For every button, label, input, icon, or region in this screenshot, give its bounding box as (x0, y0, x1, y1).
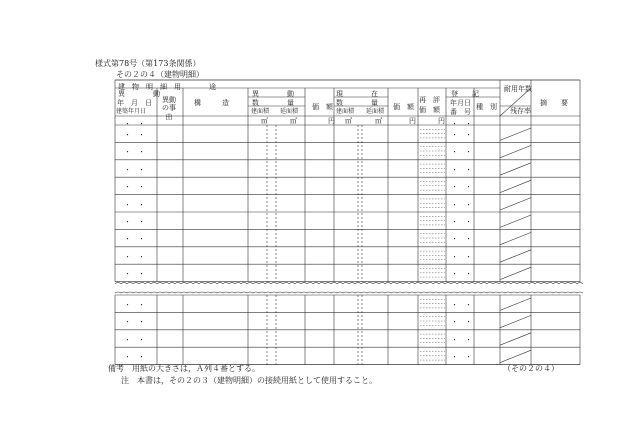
toki-dots: ・ ・ (451, 165, 472, 174)
grid-diagonal (500, 267, 531, 279)
grid-diagonal (500, 333, 531, 345)
unit-m2-3: ㎡ (345, 117, 352, 125)
footer-note: 注 本書は，その２の３（建物明細）の接続用紙として使用すること。 (121, 376, 377, 385)
unit-m2-4: ㎡ (375, 117, 382, 125)
header-saihyoka: 再 評 (419, 96, 440, 104)
toki-dots: ・ ・ (451, 131, 472, 139)
header-genzai-suryo: 数 量 (336, 99, 378, 107)
grid-diagonal (500, 350, 531, 362)
date-dots: ・ ・ (124, 318, 145, 327)
unit-m2-1: ㎡ (261, 117, 268, 125)
date-dots: ・ ・ (124, 301, 145, 309)
date-dots: ・ ・ (124, 119, 145, 128)
grid-diagonal (500, 163, 531, 175)
header-toki-bango: 番 号 (450, 108, 471, 116)
toki-dots: ・ ・ (451, 353, 472, 362)
date-dots: ・ ・ (124, 335, 145, 344)
date-dots: ・ ・ (124, 165, 145, 174)
grid-diagonal (500, 180, 531, 192)
header-ido-date-sub: 建築年月日 (116, 108, 147, 115)
header-ido-kakaku: 価 額 (312, 103, 333, 111)
header-taiyo: 耐用年数 (504, 85, 532, 93)
header-genzai-kenmenseki: 建面積 (336, 108, 355, 115)
toki-dots: ・ ・ (451, 218, 472, 226)
date-dots: ・ ・ (124, 218, 145, 226)
unit-yen-2: 円 (409, 117, 416, 125)
grid-diagonal (500, 145, 531, 157)
header-toki: 登 記 (451, 90, 479, 98)
toki-dots: ・ ・ (451, 318, 472, 327)
grid-diagonal (500, 128, 531, 140)
form-title: 様式第78号（第173条関係） (95, 59, 201, 68)
grid-diagonal (500, 215, 531, 227)
grid-diagonal (500, 315, 531, 327)
sub-title: その２の４（建物明細） (116, 70, 204, 79)
header-zanson: 残存率 (510, 107, 531, 115)
header-ido-date: 年 月 日 (117, 99, 152, 107)
date-dots: ・ ・ (124, 252, 145, 261)
date-dots: ・ ・ (124, 131, 145, 139)
unit-yen-3: 円 (438, 117, 445, 125)
grid-diagonal (500, 298, 531, 310)
header-ido: 異 動 (118, 90, 160, 98)
header-kozo: 構 造 (194, 99, 229, 107)
toki-dots: ・ ・ (451, 183, 472, 192)
grid-diagonal (500, 232, 531, 244)
header-toki-date: 年月日 (450, 99, 471, 107)
date-dots: ・ ・ (124, 148, 145, 157)
toki-dots: ・ ・ (451, 270, 472, 279)
toki-dots: ・ ・ (451, 200, 472, 209)
date-dots: ・ ・ (124, 200, 145, 209)
header-saihyoka-kakaku: 価 額 (419, 106, 440, 114)
toki-dots: ・ ・ (451, 119, 472, 128)
header-genzai-kakaku: 価 額 (393, 103, 414, 111)
header-ido-suryo: 数 量 (252, 99, 294, 107)
header-ido-group: 異 動 (252, 90, 294, 98)
header-tekiyo: 摘 要 (540, 99, 568, 107)
unit-m2-2: ㎡ (290, 117, 297, 125)
toki-dots: ・ ・ (451, 335, 472, 344)
unit-yen-1: 円 (328, 117, 335, 125)
break-line-bottom (115, 292, 583, 293)
break-line-top (115, 283, 583, 284)
date-dots: ・ ・ (124, 353, 145, 362)
header-genzai: 現 在 (336, 90, 378, 98)
date-dots: ・ ・ (124, 270, 145, 279)
grid-diagonal (500, 250, 531, 262)
header-ido-nobemenseki: 延面積 (280, 108, 299, 115)
date-dots: ・ ・ (124, 235, 145, 244)
header-shubetsu: 種 別 (476, 103, 497, 111)
header-top-label: 建 物 明 細 用 途 (118, 83, 216, 91)
toki-dots: ・ ・ (451, 252, 472, 261)
footer-biko: 備考 用紙の大きさは，Ａ列４番とする。 (108, 364, 260, 373)
toki-dots: ・ ・ (451, 235, 472, 244)
header-ido-kenmenseki: 建面積 (251, 108, 270, 115)
header-ido-reason: 異動の事由 (162, 96, 176, 121)
grid-diagonal (500, 198, 531, 210)
footer-page-ref: （その２の４） (503, 364, 559, 373)
date-dots: ・ ・ (124, 183, 145, 192)
toki-dots: ・ ・ (451, 148, 472, 157)
header-genzai-nobemenseki: 延面積 (366, 108, 385, 115)
toki-dots: ・ ・ (451, 301, 472, 309)
